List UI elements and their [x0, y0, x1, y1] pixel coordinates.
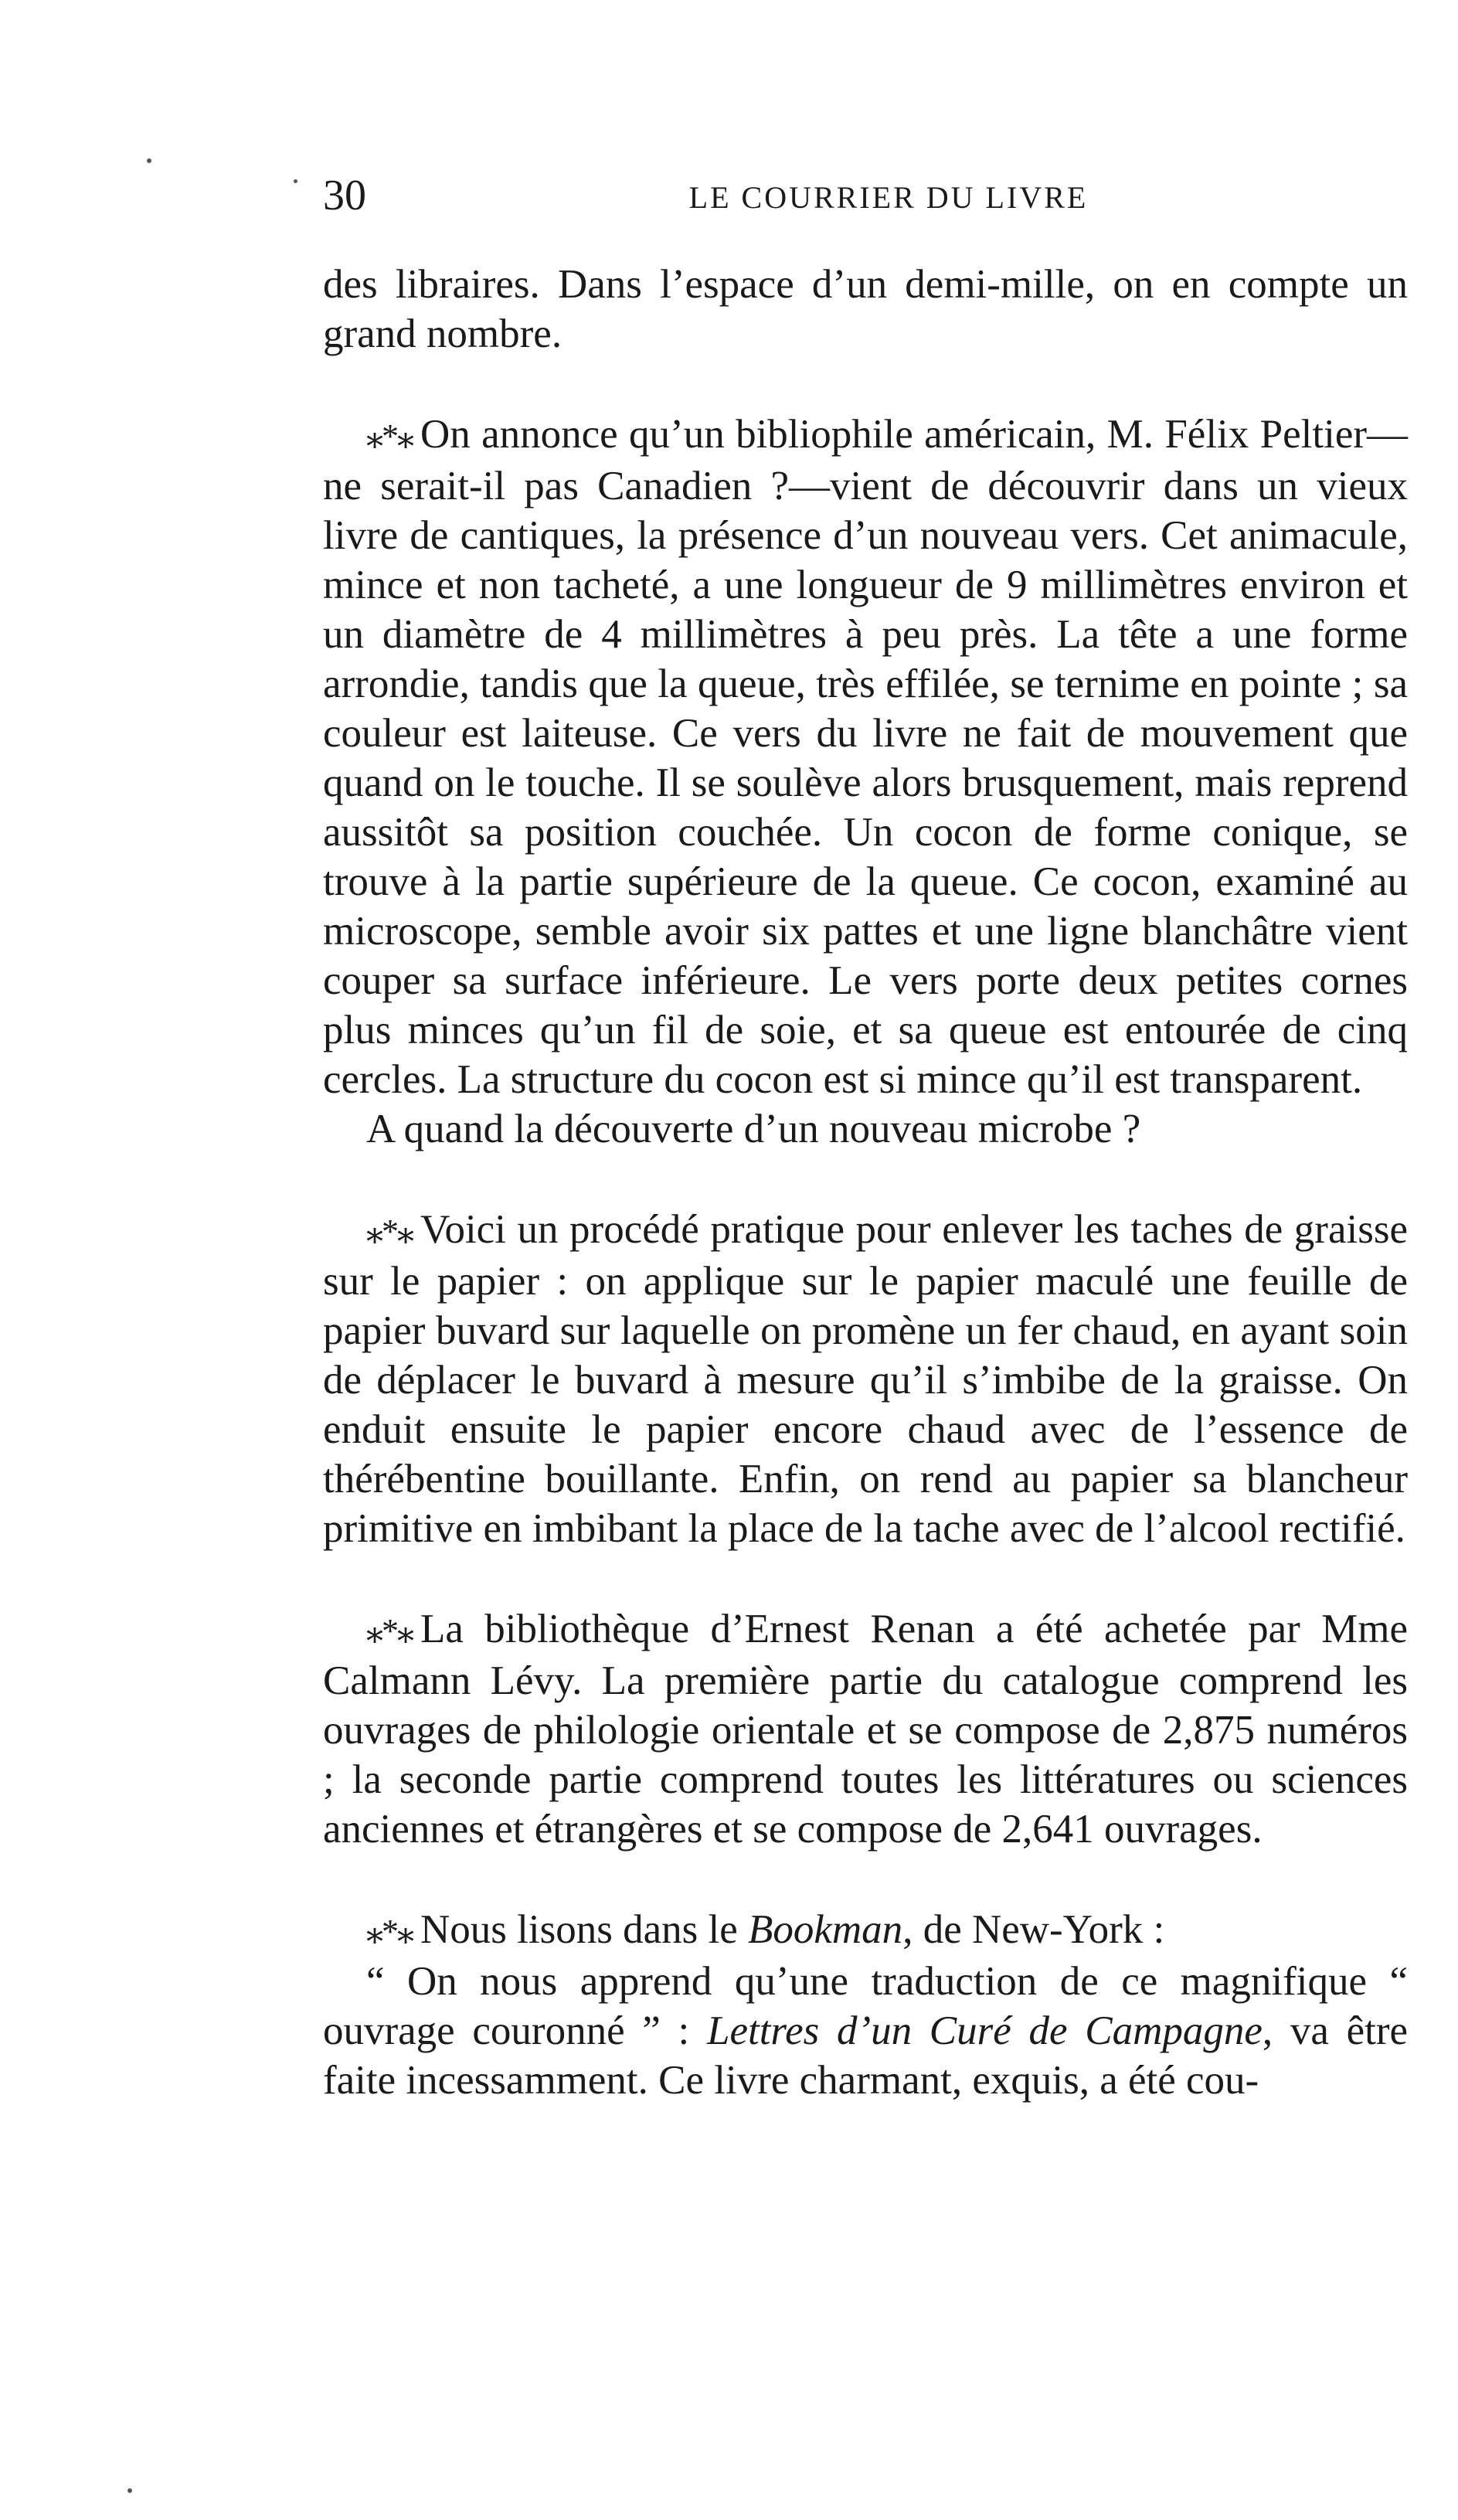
asterism-icon: ⁎*⁎: [366, 417, 413, 455]
paragraph-7-after: , va être faite incessamment. Ce livre charmant, exquis, a été cou-: [323, 2008, 1408, 2103]
paragraph-5-text: La bibliothèque d’Ernest Renan a été achetée par Mme Calmann Lévy. La première partie du catalogue comprend les ouvrages de philologie orientale et se compose de 2,875 numéros ; la seconde partie comprend toutes les littératures ou sciences anciennes et étrangères et se compose de 2,641 ouvrages.: [323, 1607, 1408, 1852]
page-header: [323, 168, 1408, 223]
asterism-icon: ⁎*⁎: [366, 1212, 413, 1250]
ink-speck: [127, 2488, 132, 2493]
paragraph-2: [323, 410, 1408, 1104]
ink-speck: [294, 179, 297, 183]
ink-speck: [147, 158, 151, 163]
paragraph-6-after: , de New-York :: [902, 1907, 1165, 1952]
page-number: 30: [323, 172, 366, 219]
paragraph-3: A quand la découverte d’un nouveau microbe ?: [366, 1107, 1141, 1151]
asterism-icon: ⁎*⁎: [366, 1612, 413, 1650]
body-text: [323, 260, 1408, 2105]
running-title: LE COURRIER DU LIVRE: [688, 180, 1089, 215]
paragraph-7-before: “ On nous apprend qu’une traduction de ce magnifique “ ouvrage couronné ” :: [323, 1959, 1408, 2053]
paragraph-6-before: Nous lisons dans le: [420, 1907, 738, 1952]
paragraph-6: [323, 1905, 1408, 1957]
paragraph-2-text: On annonce qu’un bibliophile américain, M. Félix Peltier—ne serait-il pas Canadien ?—vient de découvrir dans un vieux livre de cantiques, la présence d’un nouveau vers. Cet animacule, mince et non tacheté, a une longueur de 9 millimètres environ et un diamètre de 4 millimètres à peu près. La tête a une forme arrondie, tandis que la queue, très effilée, se ternime en pointe ; sa couleur est laiteuse. Ce vers du livre ne fait de mouvement que quand on le touche. Il se soulève alors brusquement, mais reprend aussitôt sa position couchée. Un cocon de forme conique, se trouve à la partie supérieure de la queue. Ce cocon, examiné au microscope, semble avoir six pattes et une ligne blanchâtre vient couper sa surface inférieure. Le vers porte deux petites cornes plus minces qu’un fil de soie, et sa queue est entourée de cinq cercles. La structure du cocon est si mince qu’il est transparent.: [323, 412, 1408, 1102]
paragraph-5: [323, 1604, 1408, 1854]
paragraph-4-text: Voici un procédé pratique pour enlever les taches de graisse sur le papier : on applique sur le papier maculé une feuille de papier buvard sur laquelle on promène un fer chaud, en ayant soin de déplacer le buvard à mesure qu’il s’imbibe de la graisse. On enduit ensuite le papier encore chaud avec de l’essence de thérébentine bouillante. Enfin, on rend au papier sa blancheur primitive en imbibant la place de la tache avec de l’alcool rectifié.: [323, 1207, 1408, 1551]
paragraph-7: [323, 1957, 1408, 2105]
book-title: Lettres d’un Curé de Campagne: [706, 2008, 1263, 2053]
journal-title: Bookman: [748, 1907, 903, 1952]
paragraph-4: [323, 1205, 1408, 1553]
page-content: [323, 168, 1408, 2105]
asterism-icon: ⁎*⁎: [366, 1913, 413, 1950]
paragraph-1: des libraires. Dans l’espace d’un demi-mille, on en compte un grand nombre.: [323, 262, 1408, 356]
